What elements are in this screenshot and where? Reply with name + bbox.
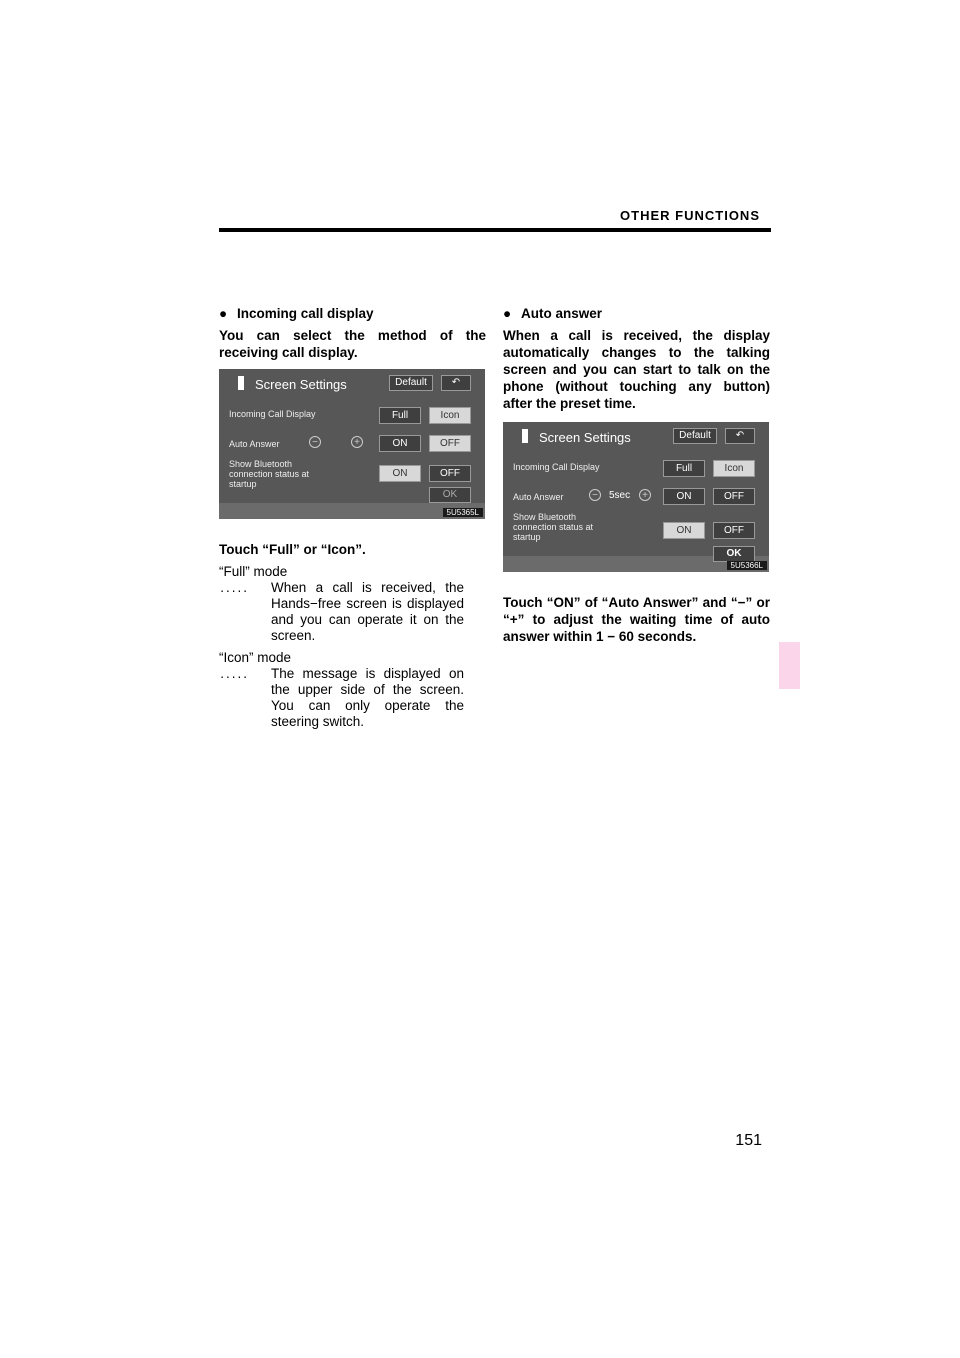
bullet-icon: ● (219, 306, 228, 321)
auto-answer-on-button[interactable]: ON (379, 435, 421, 452)
return-arrow-icon[interactable]: ↶ (441, 375, 471, 391)
default-button[interactable]: Default (673, 428, 717, 444)
heading-text: Incoming call display (237, 306, 374, 321)
auto-answer-label: Auto Answer (513, 492, 564, 502)
incoming-call-display-label: Incoming Call Display (513, 462, 600, 472)
right-column (503, 306, 770, 645)
auto-answer-label: Auto Answer (229, 439, 280, 449)
screen-title: Screen Settings (255, 377, 347, 392)
phone-icon (522, 429, 528, 443)
bluetooth-on-button[interactable]: ON (379, 465, 421, 482)
incoming-call-display-label: Incoming Call Display (229, 409, 316, 419)
bluetooth-status-label: Show Bluetooth connection status at startup (229, 459, 310, 489)
full-button[interactable]: Full (379, 407, 421, 424)
instruction-text: Touch “ON” of “Auto Answer” and “−” or “+” to adjust the waiting time of auto answer within 1 − 60 seconds. (503, 595, 770, 644)
minus-button[interactable]: − (309, 436, 321, 448)
intro-text: When a call is received, the display automatically changes to the talking screen and you can start to talk on the phone (without touching any button) after the preset time. (503, 328, 770, 411)
auto-answer-off-button[interactable]: OFF (429, 435, 471, 452)
icon-mode-description: ..... The message is displayed on the upper side of the screen. You can only operate the steering switch. (220, 666, 464, 729)
full-mode-description: ..... When a call is received, the Hands−free screen is displayed and you can operate it on the screen. (220, 580, 464, 643)
section-title: OTHER FUNCTIONS (620, 208, 760, 223)
bluetooth-status-label: Show Bluetooth connection status at startup (513, 512, 594, 542)
ok-button[interactable]: OK (429, 487, 471, 503)
icon-button[interactable]: Icon (429, 407, 471, 424)
full-button[interactable]: Full (663, 460, 705, 477)
screen-settings-image (219, 369, 485, 519)
intro-text: You can select the method of the receiving call display. (219, 328, 486, 360)
heading-incoming-call-display (219, 306, 486, 321)
plus-button[interactable]: + (639, 489, 651, 501)
icon-mode-label: “Icon” mode (219, 650, 292, 665)
heading-text: Auto answer (521, 306, 603, 321)
plus-button[interactable]: + (351, 436, 363, 448)
auto-answer-on-button[interactable]: ON (663, 488, 705, 505)
bluetooth-off-button[interactable]: OFF (713, 522, 755, 539)
bluetooth-off-button[interactable]: OFF (429, 465, 471, 482)
full-mode-label: “Full” mode (219, 564, 288, 579)
chapter-tab (779, 642, 800, 689)
icon-button[interactable]: Icon (713, 460, 755, 477)
header-rule (219, 228, 771, 232)
bluetooth-on-button[interactable]: ON (663, 522, 705, 539)
image-code: 5U5366L (727, 561, 767, 570)
ok-button[interactable]: OK (713, 546, 755, 562)
default-button[interactable]: Default (389, 375, 433, 391)
screen-title: Screen Settings (539, 430, 631, 445)
heading-auto-answer (503, 306, 770, 321)
page-number: 151 (735, 1132, 762, 1149)
minus-button[interactable]: − (589, 489, 601, 501)
instruction-text: Touch “Full” or “Icon”. (219, 542, 366, 557)
screen-settings-image (503, 422, 769, 572)
auto-answer-value: 5sec (609, 490, 631, 501)
left-column (219, 306, 486, 736)
phone-icon (238, 376, 244, 390)
return-arrow-icon[interactable]: ↶ (725, 428, 755, 444)
auto-answer-off-button[interactable]: OFF (713, 488, 755, 505)
bullet-icon: ● (503, 306, 512, 321)
image-code: 5U5365L (443, 508, 483, 517)
